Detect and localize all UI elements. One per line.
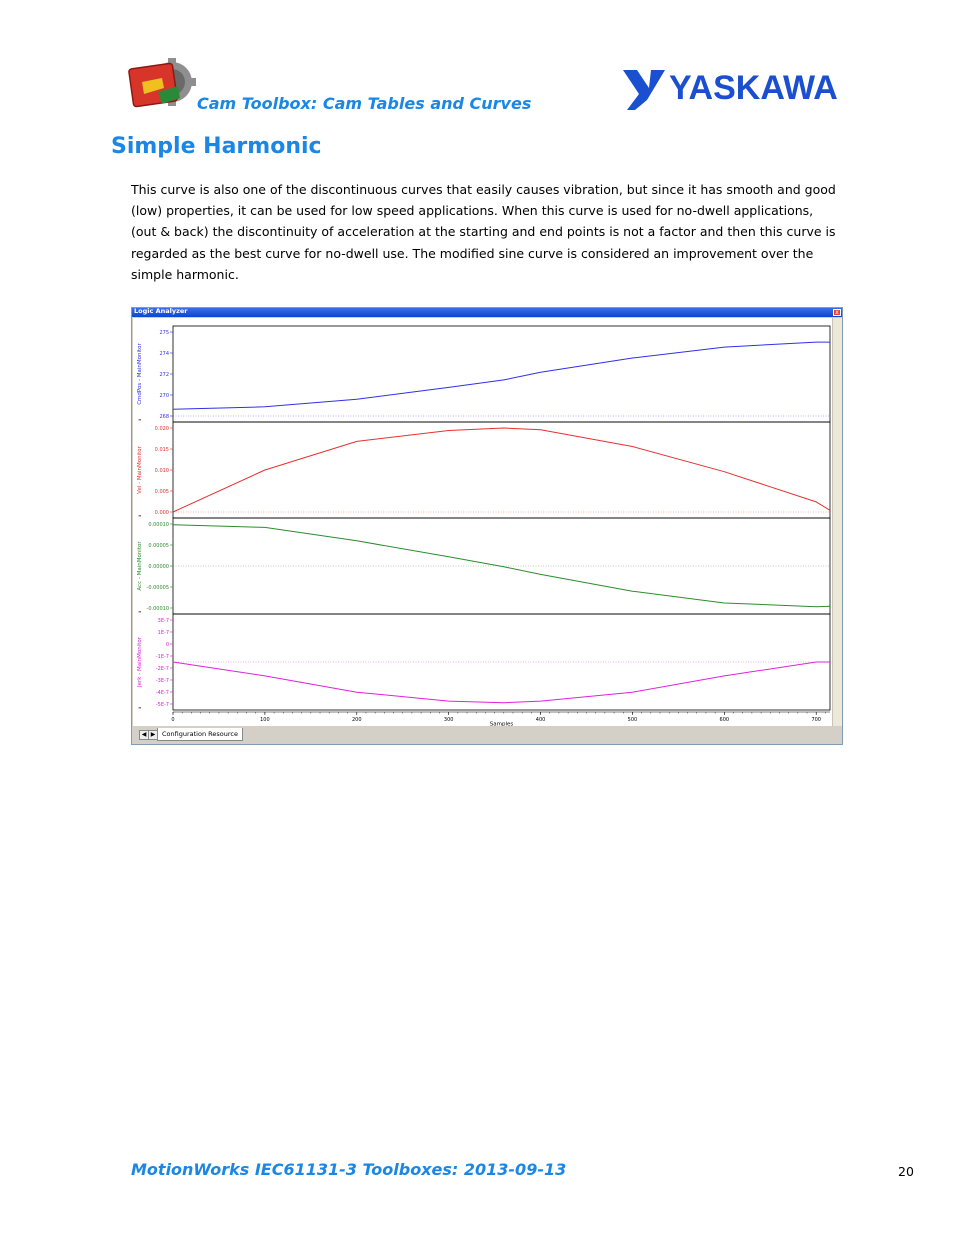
series-line — [173, 342, 830, 409]
y-tick-label: -1E-7 — [155, 653, 169, 660]
y-tick-label: -3E-7 — [155, 677, 169, 684]
y-tick-label: 275 — [159, 329, 169, 336]
x-tick-label: 600 — [719, 717, 730, 723]
panel-marker: ≡ — [138, 417, 142, 422]
window-title: Logic Analyzer — [134, 307, 188, 315]
y-tick-label: 268 — [159, 413, 169, 420]
y-tick-label: 272 — [159, 371, 169, 378]
logic-analyzer-window — [131, 307, 843, 745]
y-tick-label: 1E-7 — [157, 629, 169, 636]
panel-label: CmdPos - MainMonitor — [137, 343, 143, 405]
x-tick-label: 200 — [352, 717, 362, 723]
x-tick-label: 400 — [535, 717, 546, 723]
y-tick-label: -5E-7 — [155, 701, 169, 708]
y-tick-label: 0.010 — [154, 467, 169, 474]
x-tick-label: 100 — [260, 717, 270, 723]
window-titlebar[interactable] — [132, 308, 842, 317]
page-title: Simple Harmonic — [111, 134, 322, 159]
page-number: 20 — [898, 1164, 914, 1179]
paragraph-line: regarded as the best curve for no-dwell use. The modified sine curve is considered an improvement over the — [131, 245, 814, 261]
y-tick-label: -4E-7 — [155, 689, 169, 696]
vertical-scrollbar[interactable] — [832, 318, 842, 726]
x-tick-label: 500 — [627, 717, 638, 723]
paragraph-line: This curve is also one of the discontinuous curves that easily causes vibration, but since it has smooth and good — [131, 182, 836, 197]
paragraph-line: simple harmonic. — [131, 266, 239, 282]
y-tick-label: 0.000 — [154, 509, 169, 516]
y-tick-label: 3E-7 — [157, 617, 169, 624]
panel-label: Vel - MainMonitor — [137, 446, 143, 494]
yaskawa-logo — [621, 66, 845, 112]
brand-text: YASKAWA — [669, 69, 838, 107]
tab-strip — [133, 727, 841, 742]
paragraph-line: (out & back) the discontinuity of acceleration at the starting and end points is not a factor and then this curve is — [131, 224, 836, 240]
footer-text: MotionWorks IEC61131-3 Toolboxes: 2013-09-13 — [131, 1160, 567, 1179]
y-tick-label: 0 — [165, 641, 169, 648]
panel-label: Jerk - MainMonitor — [137, 637, 143, 687]
logic-analyzer-chart[interactable] — [133, 318, 832, 726]
y-tick-label: 0.00005 — [148, 542, 169, 549]
y-tick-label: 0.005 — [154, 488, 169, 495]
y-tick-label: 274 — [159, 350, 169, 357]
close-button[interactable]: x — [833, 309, 841, 316]
panel-marker: ≡ — [138, 705, 142, 710]
y-tick-label: 0.00010 — [148, 521, 169, 528]
body-paragraph — [131, 179, 851, 285]
panel-marker: ≡ — [138, 513, 142, 518]
paragraph-line: (low) properties, it can be used for low speed applications. When this curve is used for no-dwell applications, — [131, 203, 814, 219]
panel-frame — [173, 326, 830, 422]
y-tick-label: 0.00000 — [148, 563, 169, 570]
y-tick-label: -0.00005 — [146, 584, 169, 591]
y-tick-label: 0.020 — [154, 425, 169, 432]
tab-prev-icon[interactable]: ◀ — [139, 730, 149, 740]
x-tick-label: 700 — [811, 717, 821, 723]
panel-frame — [173, 422, 830, 518]
panel-marker: ≡ — [138, 609, 142, 614]
tab-configuration-resource[interactable]: Configuration Resource — [157, 728, 243, 741]
panel-label: Acc - MainMonitor — [137, 541, 143, 591]
x-tick-label: 0 — [171, 717, 175, 723]
y-tick-label: 270 — [159, 392, 169, 399]
header-title: Cam Toolbox: Cam Tables and Curves — [197, 94, 532, 113]
series-line — [173, 428, 830, 512]
toolbox-logo-icon — [128, 58, 200, 114]
series-line — [173, 662, 830, 703]
tab-next-icon[interactable]: ▶ — [148, 730, 158, 740]
y-tick-label: -0.00010 — [146, 605, 169, 612]
x-axis-label: Samples — [489, 721, 514, 726]
x-tick-label: 300 — [443, 717, 454, 723]
y-tick-label: -2E-7 — [155, 665, 169, 672]
y-tick-label: 0.015 — [154, 446, 169, 453]
